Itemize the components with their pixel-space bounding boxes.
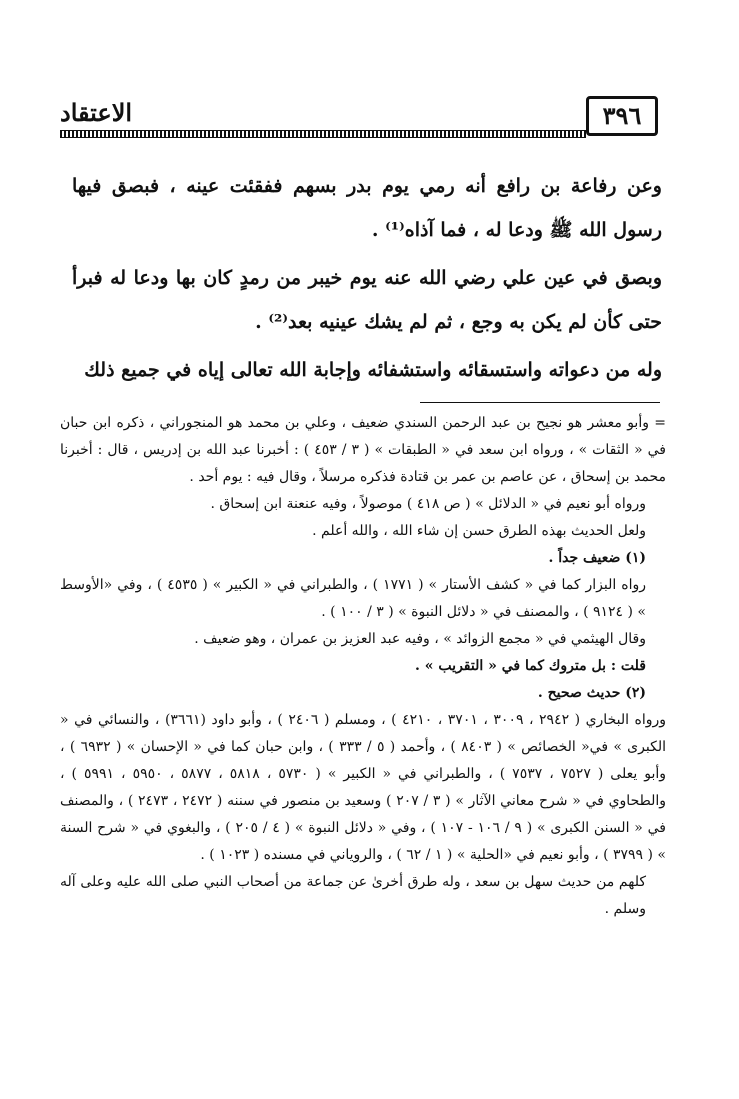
header-rule xyxy=(60,130,586,138)
main-paragraph: وعن رفاعة بن رافع أنه رمي يوم بدر بسهم ففقئت عينه ، فبصق فيها رسول الله ﷺ ودعا له ، فما آذاه⁽¹⁾ . xyxy=(72,175,662,241)
footnote-continuation: = وأبو معشر هو نجيح بن عبد الرحمن السندي ضعيف ، وعلي بن محمد هو المنجوراني ، ذكره ابن حبان في « الثقات » ، ورواه ابن سعد في « الطبقات » ( ٣ / ٤٥٣ ) : أخبرنا عبد الله بن إدريس ، قال : أخبرنا محمد بن إسحاق ، عن عاصم بن عمر بن قتادة فذكره مرسلاً ، وقال فيه : يوم أحد . xyxy=(60,415,666,485)
footnote-closing: كلهم من حديث سهل بن سعد ، وله طرق أخرىٰ عن جماعة من أصحاب النبي صلى الله عليه وعلى آله وسلم . xyxy=(60,874,646,917)
footnotes xyxy=(60,410,666,923)
footnote-remark: قلت : بل متروك كما في « التقريب » . xyxy=(415,658,646,674)
page-number: ٣٩٦ xyxy=(586,96,658,136)
footnote-line: ولعل الحديث بهذه الطرق حسن إن شاء الله ، والله أعلم . xyxy=(312,523,646,539)
footnote-line: وقال الهيثمي في « مجمع الزوائد » ، وفيه عبد العزيز بن عمران ، وهو ضعيف . xyxy=(194,631,646,647)
main-paragraph: وبصق في عين علي رضي الله عنه يوم خيبر من رمدٍ كان بها ودعا له فبرأ حتى كأن لم يكن به وجع ، ثم لم يشك عينيه بعد⁽²⁾ . xyxy=(72,267,662,333)
main-paragraph: وله من دعواته واستسقائه واستشفائه وإجابة الله تعالى إياه في جميع ذلك xyxy=(84,359,662,381)
main-text xyxy=(72,164,662,396)
footnote-2-text: ورواه البخاري ( ٢٩٤٢ ، ٣٠٠٩ ، ٣٧٠١ ، ٤٢١٠ ) ، ومسلم ( ٢٤٠٦ ) ، وأبو داود (٣٦٦١) ، والنسائي في « الكبرى » في« الخصائص » ( ٨٤٠٣ ) ، وأحمد ( ٥ / ٣٣٣ ) ، وابن حبان كما في « الإحسان » ( ٦٩٣٢ ) ، وأبو يعلى ( ٧٥٢٧ ، ٧٥٣٧ ) ، والطبراني في « الكبير » ( ٥٧٣٠ ، ٥٨١٨ ، ٥٨٧٧ ، ٥٩٥٠ ، ٥٩٩١ ) ، والطحاوي في « شرح معاني الآثار » ( ٣ / ٢٠٧ ) وسعيد بن منصور في سننه ( ٢٤٧٢ ، ٢٤٧٣ ) ، والمصنف في « السنن الكبرى » ( ٩ / ١٠٦ - ١٠٧ ) ، وفي « دلائل النبوة » ( ٤ / ٢٠٥ ) ، والبغوي في « شرح السنة » ( ٣٧٩٩ ) ، وأبو نعيم في «الحلية » ( ١ / ٦٢ ) ، والروياني في مسنده ( ١٠٢٣ ) . xyxy=(60,712,667,863)
footnote-divider xyxy=(420,402,660,403)
page-header xyxy=(60,92,660,138)
footnote-1-text: رواه البزار كما في « كشف الأستار » ( ١٧٧١ ) ، والطبراني في « الكبير » ( ٤٥٣٥ ) ، وفي «الأوسط » ( ٩١٢٤ ) ، والمصنف في « دلائل النبوة » ( ٣ / ١٠٠ ) . xyxy=(60,577,646,620)
footnote-2-heading: (٢) حديث صحيح . xyxy=(537,685,646,701)
footnote-line: ورواه أبو نعيم في « الدلائل » ( ص ٤١٨ ) موصولاً ، وفيه عنعنة ابن إسحاق . xyxy=(210,496,646,512)
footnote-1-heading: (١) ضعيف جداً . xyxy=(548,550,646,566)
running-title: الاعتقاد xyxy=(60,98,133,127)
